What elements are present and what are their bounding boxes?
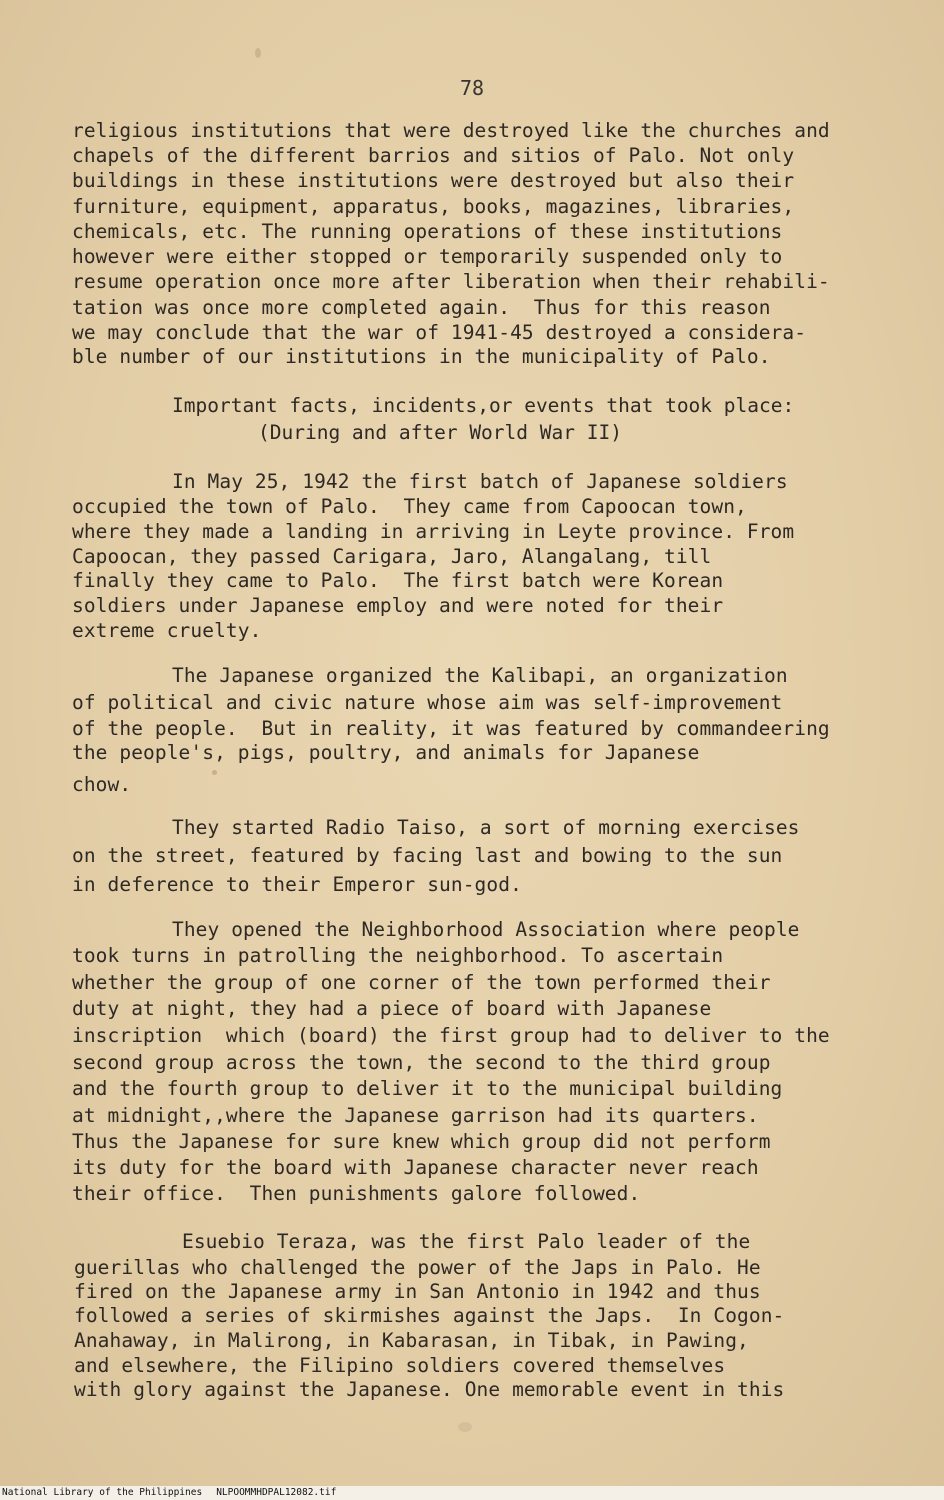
paragraph-6-line: Esuebio Teraza, was the first Palo leader of the <box>182 1230 751 1253</box>
paragraph-6-line: and elsewhere, the Filipino soldiers covered themselves <box>74 1354 726 1377</box>
paragraph-5-line: at midnight,,where the Japanese garrison had its quarters. <box>72 1104 759 1127</box>
paragraph-1-line: tation was once more completed again. Thus for this reason <box>72 296 771 319</box>
paragraph-3-line: The Japanese organized the Kalibapi, an organization <box>172 664 788 687</box>
paragraph-1-line: chapels of the different barrios and sitios of Palo. Not only <box>72 144 795 167</box>
paragraph-5-line: whether the group of one corner of the town performed their <box>72 971 771 994</box>
paragraph-3-line: chow. <box>72 773 132 796</box>
paragraph-5-line: inscription which (board) the first group had to deliver to the <box>72 1024 830 1047</box>
paper-smudge <box>458 1422 472 1432</box>
paragraph-1-line: religious institutions that were destroyed like the churches and <box>72 119 830 142</box>
paragraph-2-line: Capoocan, they passed Carigara, Jaro, Alangalang, till <box>72 545 712 568</box>
paragraph-2-line: In May 25, 1942 the first batch of Japanese soldiers <box>172 470 788 493</box>
footer-file-id: NLPOOMMHDPAL12082.tif <box>216 1487 337 1498</box>
paragraph-2-line: soldiers under Japanese employ and were noted for their <box>72 594 724 617</box>
footer-library: National Library of the Philippines <box>2 1487 203 1498</box>
paragraph-2-line: where they made a landing in arriving in Leyte province. From <box>72 520 795 543</box>
paragraph-5-line: second group across the town, the second to the third group <box>72 1051 771 1074</box>
paragraph-6-line: with glory against the Japanese. One memorable event in this <box>74 1378 785 1401</box>
paragraph-5-line: its duty for the board with Japanese character never reach <box>72 1156 759 1179</box>
paragraph-4-line: on the street, featured by facing last and bowing to the sun <box>72 844 783 867</box>
paragraph-6-line: guerillas who challenged the power of the Japs in Palo. He <box>74 1256 761 1279</box>
paragraph-5-line: and the fourth group to deliver it to the municipal building <box>72 1077 783 1100</box>
paragraph-5-line: Thus the Japanese for sure knew which group did not perform <box>72 1130 771 1153</box>
section-subheading: (During and after World War II) <box>258 421 622 444</box>
paragraph-1-line: ble number of our institutions in the municipality of Palo. <box>72 345 771 368</box>
paragraph-3-line: of the people. But in reality, it was featured by commandeering <box>72 717 830 740</box>
paragraph-2-line: occupied the town of Palo. They came from Capoocan town, <box>72 495 747 518</box>
section-heading: Important facts, incidents,or events that took place: <box>172 394 795 417</box>
paragraph-5-line: duty at night, they had a piece of board with Japanese <box>72 997 712 1020</box>
scan-footer <box>0 1486 944 1500</box>
paragraph-5-line: They opened the Neighborhood Association where people <box>172 918 800 941</box>
paragraph-4-line: in deference to their Emperor sun-god. <box>72 873 522 896</box>
paragraph-6-line: followed a series of skirmishes against the Japs. In Cogon- <box>74 1304 785 1327</box>
paragraph-4-line: They started Radio Taiso, a sort of morning exercises <box>172 816 800 839</box>
paragraph-2-line: finally they came to Palo. The first batch were Korean <box>72 569 724 592</box>
paper-smudge <box>212 770 217 775</box>
page-number: 78 <box>459 76 485 100</box>
paragraph-1-line: however were either stopped or temporarily suspended only to <box>72 245 783 268</box>
paragraph-5-line: their office. Then punishments galore followed. <box>72 1182 641 1205</box>
paragraph-1-line: chemicals, etc. The running operations of these institutions <box>72 220 783 243</box>
paragraph-1-line: we may conclude that the war of 1941-45 destroyed a considera- <box>72 321 807 344</box>
paragraph-3-line: the people's, pigs, poultry, and animals for Japanese <box>72 741 700 764</box>
paragraph-6-line: fired on the Japanese army in San Antonio in 1942 and thus <box>74 1280 761 1303</box>
paragraph-1-line: buildings in these institutions were destroyed but also their <box>72 169 795 192</box>
paper-smudge <box>255 48 261 58</box>
paragraph-6-line: Anahaway, in Malirong, in Kabarasan, in Tibak, in Pawing, <box>74 1329 749 1352</box>
paragraph-1-line: furniture, equipment, apparatus, books, magazines, libraries, <box>72 195 795 218</box>
paragraph-1-line: resume operation once more after liberation when their rehabili- <box>72 270 830 293</box>
paragraph-5-line: took turns in patrolling the neighborhood. To ascertain <box>72 944 724 967</box>
paragraph-2-line: extreme cruelty. <box>72 619 262 642</box>
paragraph-3-line: of political and civic nature whose aim was self-improvement <box>72 691 783 714</box>
